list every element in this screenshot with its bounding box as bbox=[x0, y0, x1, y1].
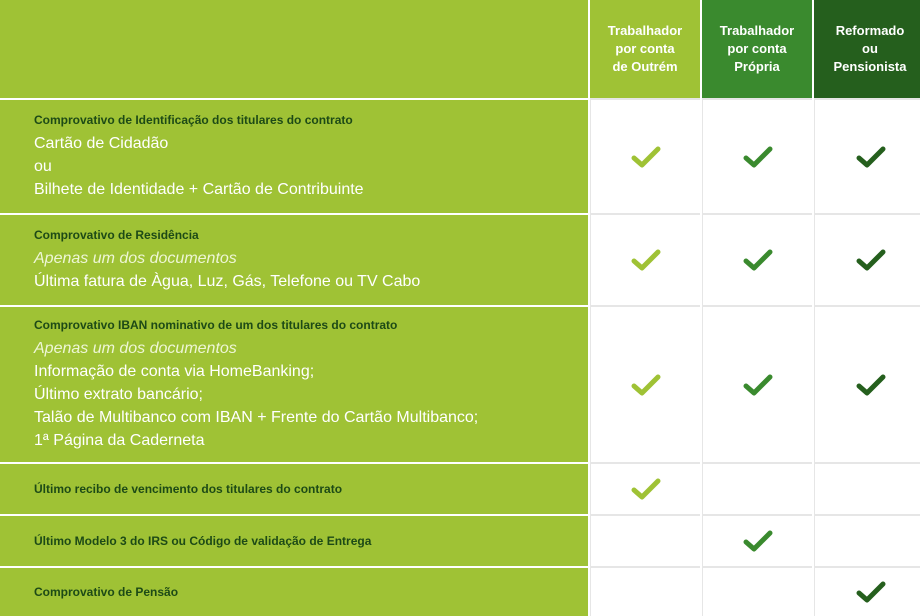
requirement-cell bbox=[814, 514, 920, 566]
document-detail-line: Apenas um dos documentos bbox=[34, 340, 237, 357]
requirement-cell bbox=[702, 514, 812, 566]
requirement-cell bbox=[702, 213, 812, 305]
document-detail-line: Último extrato bancário; bbox=[34, 386, 203, 403]
document-row-label bbox=[0, 462, 588, 514]
document-title: Comprovativo de Identificação dos titulares do contrato bbox=[34, 113, 353, 127]
checkmark-icon bbox=[631, 146, 661, 168]
document-detail-line: Informação de conta via HomeBanking; bbox=[34, 363, 315, 380]
requirement-cell bbox=[590, 305, 700, 462]
checkmark-icon bbox=[631, 249, 661, 271]
checkmark-icon bbox=[856, 146, 886, 168]
document-row-label bbox=[0, 98, 588, 213]
requirement-cell bbox=[702, 98, 812, 213]
document-detail-line: Cartão de Cidadão bbox=[34, 135, 169, 152]
requirement-cell bbox=[590, 462, 700, 514]
column-header-label: Trabalhador por conta de Outrém bbox=[607, 23, 683, 74]
requirement-cell bbox=[814, 98, 920, 213]
requirement-cell bbox=[814, 566, 920, 616]
checkmark-icon bbox=[856, 374, 886, 396]
column-header-label: Reformado ou Pensionista bbox=[833, 23, 907, 74]
checkmark-icon bbox=[743, 530, 773, 552]
document-row-label bbox=[0, 566, 588, 616]
checkmark-icon bbox=[856, 581, 886, 603]
document-title: Comprovativo IBAN nominativo de um dos titulares do contrato bbox=[34, 318, 398, 332]
column-header-self-employed bbox=[702, 0, 812, 98]
document-row-label bbox=[0, 514, 588, 566]
document-row-label bbox=[0, 213, 588, 305]
document-title: Último Modelo 3 do IRS ou Código de validação de Entrega bbox=[34, 534, 372, 548]
checkmark-icon bbox=[856, 249, 886, 271]
document-detail-line: 1ª Página da Caderneta bbox=[34, 432, 205, 449]
document-detail-line: Bilhete de Identidade + Cartão de Contribuinte bbox=[34, 181, 364, 198]
requirement-cell bbox=[814, 213, 920, 305]
requirement-cell bbox=[590, 98, 700, 213]
document-title: Último recibo de vencimento dos titulares do contrato bbox=[34, 482, 343, 496]
requirement-cell bbox=[702, 566, 812, 616]
requirement-cell bbox=[702, 462, 812, 514]
checkmark-icon bbox=[743, 374, 773, 396]
requirement-cell bbox=[590, 213, 700, 305]
checkmark-icon bbox=[743, 249, 773, 271]
requirement-cell bbox=[814, 462, 920, 514]
column-header-retired bbox=[814, 0, 920, 98]
checkmark-icon bbox=[743, 146, 773, 168]
column-header-label: Trabalhador por conta Própria bbox=[719, 23, 795, 74]
checkmark-icon bbox=[631, 478, 661, 500]
requirement-cell bbox=[814, 305, 920, 462]
document-row-label bbox=[0, 305, 588, 462]
document-title: Comprovativo de Residência bbox=[34, 228, 199, 242]
requirement-cell bbox=[590, 566, 700, 616]
document-detail-line: Última fatura de Àgua, Luz, Gás, Telefone ou TV Cabo bbox=[34, 273, 421, 290]
requirement-cell bbox=[702, 305, 812, 462]
requirement-cell bbox=[590, 514, 700, 566]
column-header-employee bbox=[590, 0, 700, 98]
checkmark-icon bbox=[631, 374, 661, 396]
header-blank-cell bbox=[0, 0, 588, 98]
document-title: Comprovativo de Pensão bbox=[34, 585, 179, 599]
document-detail-line: Talão de Multibanco com IBAN + Frente do Cartão Multibanco; bbox=[34, 409, 479, 426]
document-detail-line: Apenas um dos documentos bbox=[34, 250, 237, 267]
document-detail-line: ou bbox=[34, 158, 52, 175]
